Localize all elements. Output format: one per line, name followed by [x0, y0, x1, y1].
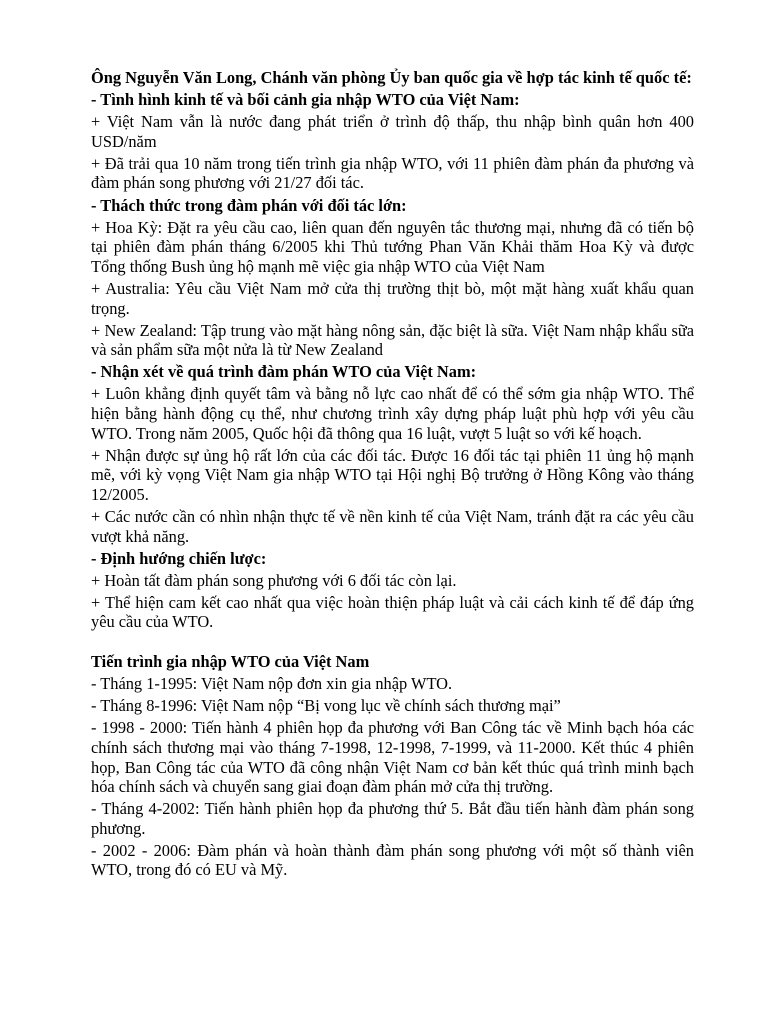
heading-assessment: - Nhận xét về quá trình đàm phán WTO của Việt Nam: [91, 362, 477, 382]
assessment-paragraph: + Các nước cần có nhìn nhận thực tế về nền kinh tế của Việt Nam, tránh đặt ra các yêu cầu vượt khả năng. [91, 506, 694, 546]
timeline-item: - 1998 - 2000: Tiến hành 4 phiên họp đa phương với Ban Công tác về Minh bạch hóa các chính sách thương mại vào tháng 7-1998, 12-1998, 7-1999, và 11-2000. Kết thúc 4 phiên họp, Ban Công tác của WTO đã công nhận Việt Nam cơ bản kết thúc quá trình minh bạch hóa chính sách và chuyển sang giai đoạn đàm phán mở cửa thị trường. [91, 718, 694, 797]
timeline-item: - Tháng 1-1995: Việt Nam nộp đơn xin gia nhập WTO. [91, 674, 453, 694]
timeline-item: - 2002 - 2006: Đàm phán và hoàn thành đàm phán song phương với một số thành viên WTO, trong đó có EU và Mỹ. [91, 840, 694, 880]
timeline-item: - Tháng 8-1996: Việt Nam nộp “Bị vong lục về chính sách thương mại” [91, 696, 561, 716]
timeline-item: - Tháng 4-2002: Tiến hành phiên họp đa phương thứ 5. Bắt đầu tiến hành đàm phán song phương. [91, 799, 694, 838]
challenge-paragraph: + New Zealand: Tập trung vào mặt hàng nông sản, đặc biệt là sữa. Việt Nam nhập khẩu sữa và sản phẩm sữa một nửa là từ New Zealand [91, 320, 694, 360]
assessment-paragraph: + Luôn khẳng định quyết tâm và bằng nỗ lực cao nhất để có thể sớm gia nhập WTO. Thể hiện bằng hành động cụ thể, như chương trình xây dựng pháp luật phù hợp với yêu cầu WTO. Trong năm 2005, Quốc hội đã thông qua 16 luật, vượt 5 luật so với kế hoạch. [91, 384, 694, 443]
context-paragraph: + Việt Nam vẫn là nước đang phát triển ở trình độ thấp, thu nhập bình quân hơn 400 USD/năm [91, 112, 694, 151]
assessment-paragraph: + Nhận được sự ủng hộ rất lớn của các đối tác. Được 16 đối tác tại phiên 11 ủng hộ mạnh mẽ, với kỳ vọng Việt Nam gia nhập WTO tại Hội nghị Bộ trưởng ở Hồng Kông vào tháng 12/2005. [91, 445, 694, 504]
strategy-paragraph: + Hoàn tất đàm phán song phương với 6 đối tác còn lại. [91, 570, 457, 590]
timeline-title: Tiến trình gia nhập WTO của Việt Nam [91, 652, 370, 672]
strategy-paragraph: + Thể hiện cam kết cao nhất qua việc hoàn thiện pháp luật và cải cách kinh tế để đáp ứng yêu cầu của WTO. [91, 592, 694, 632]
heading-context: - Tình hình kinh tế và bối cảnh gia nhập WTO của Việt Nam: [91, 90, 520, 110]
challenge-paragraph: + Australia: Yêu cầu Việt Nam mở cửa thị trường thịt bò, một mặt hàng xuất khẩu quan trọng. [91, 278, 694, 318]
heading-challenges: - Thách thức trong đàm phán với đối tác lớn: [91, 195, 407, 215]
context-paragraph: + Đã trải qua 10 năm trong tiến trình gia nhập WTO, với 11 phiên đàm phán đa phương và đàm phán song phương với 21/27 đối tác. [91, 153, 694, 193]
heading-strategy: - Định hướng chiến lược: [91, 548, 267, 568]
section-title: Ông Nguyễn Văn Long, Chánh văn phòng Ủy ban quốc gia về hợp tác kinh tế quốc tế: [91, 68, 692, 87]
challenge-paragraph: + Hoa Kỳ: Đặt ra yêu cầu cao, liên quan đến nguyên tắc thương mại, nhưng đã có tiến bộ tại phiên đàm phán tháng 6/2005 khi Thủ tướng Phan Văn Khải thăm Hoa Kỳ và được Tổng thống Bush ủng hộ mạnh mẽ việc gia nhập WTO của Việt Nam [91, 217, 694, 276]
